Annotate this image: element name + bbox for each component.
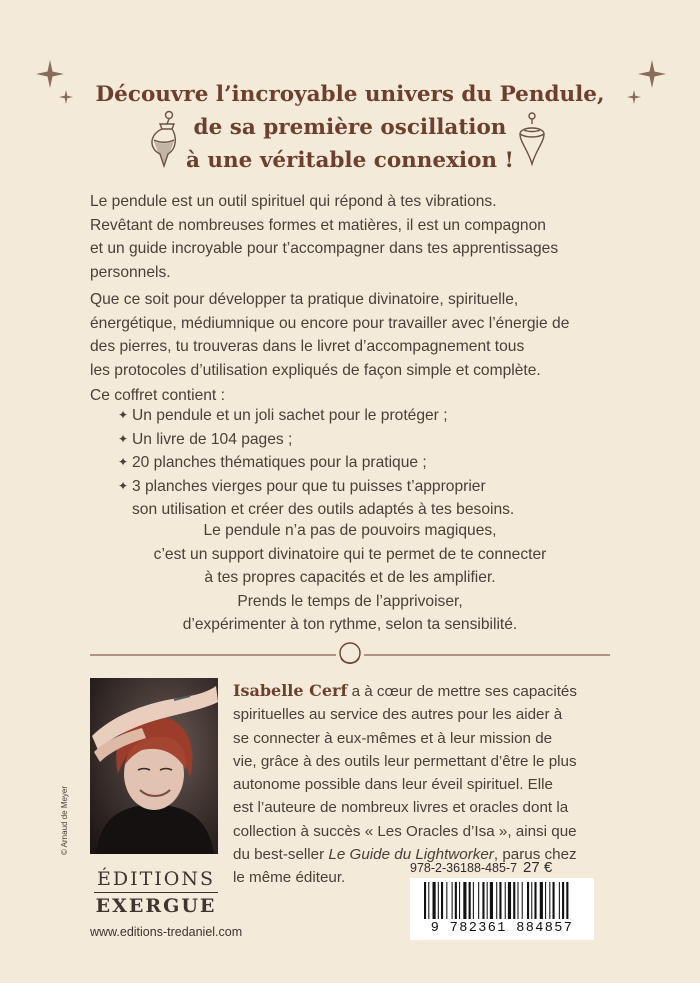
- headline-line: à une véritable connexion !: [186, 148, 514, 173]
- note-line: c’est un support divinatoire qui te permet de te connecter: [153, 545, 547, 563]
- book-title: Le Guide du Lightworker: [328, 846, 494, 864]
- bio-line: le même éditeur.: [233, 869, 346, 887]
- author-name: Isabelle Cerf: [233, 681, 348, 700]
- logo-rule: [94, 892, 218, 893]
- note-line: à tes propres capacités et de les amplifier.: [204, 569, 496, 586]
- isbn-number: 978-2-36188-485-7: [410, 861, 518, 875]
- sparkle-bullet-icon: ✦: [118, 478, 129, 493]
- paragraph-line: énergétique, médiumnique ou encore pour travailler avec l’énergie de: [90, 314, 570, 332]
- sparkle-icon: [36, 60, 76, 108]
- list-item: [118, 404, 618, 428]
- bio-line: vie, grâce à des outils leur permettant d’être le plus: [233, 752, 577, 770]
- list-item-label: 3 planches vierges pour que tu puisses t’approprier: [132, 477, 486, 495]
- intro-paragraph: [90, 190, 620, 284]
- list-item-continuation: son utilisation et créer des outils adaptés à tes besoins.: [132, 501, 515, 518]
- bio-text: du best-seller: [233, 846, 329, 864]
- bio-line: collection à succès « Les Oracles d’Isa », ainsi que: [233, 822, 577, 840]
- list-item: [118, 475, 618, 522]
- note-line: Prends le temps de l’apprivoiser,: [237, 592, 463, 610]
- barcode-digits: 9 782361 884857: [410, 919, 594, 939]
- note-line: Le pendule n’a pas de pouvoirs magiques,: [203, 522, 497, 539]
- list-item-label: Un pendule et un joli sachet pour le protéger ;: [132, 407, 448, 424]
- list-item: [118, 451, 618, 475]
- publisher-logo: [90, 868, 222, 917]
- bio-line: autonome possible dans leur éveil spirituel. Elle: [233, 776, 553, 794]
- publisher-name-bottom: EXERGUE: [95, 895, 217, 917]
- list-item: [118, 428, 618, 452]
- contents-title: Ce coffret contient :: [90, 387, 225, 404]
- sparkle-bullet-icon: ✦: [118, 408, 129, 422]
- publisher-name-top: ÉDITIONS: [96, 868, 215, 890]
- bio-line: est l’auteure de nombreux livres et oracles dont la: [233, 799, 569, 817]
- isbn-price-line: [410, 859, 600, 876]
- paragraph-line: les protocoles d’utilisation expliqués de façon simple et complète.: [90, 361, 541, 379]
- ornamental-divider: [90, 640, 610, 670]
- sparkle-bullet-icon: ✦: [118, 455, 129, 469]
- paragraph-line: des pierres, tu trouveras dans le livret d’accompagnement tous: [90, 338, 525, 355]
- author-photo: [90, 678, 218, 854]
- paragraph-line: Revêtant de nombreuses formes et matières, il est un compagnon: [90, 216, 546, 234]
- bio-text: a à cœur de mettre ses capacités: [347, 683, 577, 700]
- sparkle-bullet-icon: ✦: [118, 431, 129, 446]
- bio-line: [233, 679, 618, 703]
- list-item-label: Un livre de 104 pages ;: [132, 430, 293, 448]
- bio-line: se connecter à eux-mêmes et à leur mission de: [233, 729, 553, 747]
- publisher-url: www.editions-tredaniel.com: [90, 925, 243, 939]
- contents-list: [118, 404, 618, 522]
- usage-paragraph: [90, 288, 620, 382]
- bio-text: , parus chez: [493, 846, 577, 864]
- headline-line: Découvre l’incroyable univers du Pendule,: [95, 82, 605, 107]
- photo-credit: © Arnaud de Meyer: [60, 785, 69, 855]
- headline-line: de sa première oscillation: [193, 115, 507, 140]
- note-paragraph: [90, 519, 610, 637]
- headline: [90, 78, 610, 177]
- bio-line: spirituelles au service des autres pour les aider à: [233, 706, 563, 724]
- note-line: d’expérimenter à ton rythme, selon ta sensibilité.: [182, 616, 518, 633]
- paragraph-line: Le pendule est un outil spirituel qui répond à tes vibrations.: [90, 193, 497, 210]
- price: 27 €: [523, 859, 553, 876]
- paragraph-line: personnels.: [90, 263, 171, 281]
- sparkle-icon: [626, 60, 670, 108]
- paragraph-line: Que ce soit pour développer ta pratique divinatoire, spirituelle,: [90, 291, 519, 308]
- paragraph-line: et un guide incroyable pour t’accompagner dans tes apprentissages: [90, 240, 559, 257]
- list-item-label: 20 planches thématiques pour la pratique ;: [132, 454, 427, 471]
